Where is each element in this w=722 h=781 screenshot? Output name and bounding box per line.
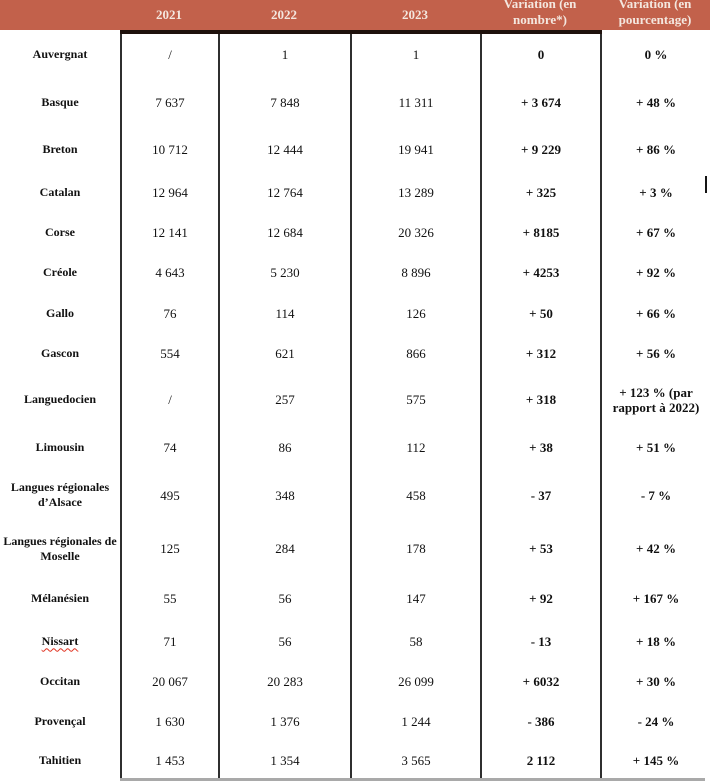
cell-variation-nombre: + 9 229	[480, 126, 600, 172]
cell-variation-pourcentage: + 123 % (par rapport à 2022)	[600, 373, 710, 426]
cell-variation-nombre: - 386	[480, 701, 600, 741]
row-label: Catalan	[39, 184, 81, 199]
cell-2022: 12 764	[218, 172, 350, 212]
cell-2022: 1 376	[218, 701, 350, 741]
table-row	[0, 373, 710, 426]
cell-2021: /	[120, 30, 218, 79]
row-label: Corse	[45, 224, 75, 239]
table-row	[0, 426, 710, 469]
table-row	[0, 172, 710, 212]
row-label: Tahitien	[38, 753, 82, 767]
row-label: Langues régionales de Moselle	[3, 533, 117, 563]
cell-2022: 12 684	[218, 212, 350, 252]
row-label: Auvergnat	[32, 47, 88, 61]
cell-variation-pourcentage: + 145 %	[600, 741, 710, 780]
cell-2023: 147	[350, 576, 480, 621]
cell-variation-nombre: + 3 674	[480, 79, 600, 126]
table-row	[0, 79, 710, 126]
cell-2021: 20 067	[120, 661, 218, 701]
cell-variation-nombre: + 92	[480, 576, 600, 621]
table-row	[0, 621, 710, 661]
row-label: Langues régionales d’Alsace	[10, 480, 110, 509]
cell-variation-pourcentage: + 167 %	[600, 576, 710, 621]
cell-variation-nombre: + 325	[480, 172, 600, 212]
table-row	[0, 661, 710, 701]
header-cell-variation-nombre: Variation (en nombre*)	[503, 0, 577, 27]
cell-2022: 1 354	[218, 741, 350, 780]
cell-2023: 8 896	[350, 252, 480, 293]
cell-variation-pourcentage: + 30 %	[600, 661, 710, 701]
cell-2021: 1 453	[120, 741, 218, 780]
cell-variation-pourcentage: 0 %	[600, 30, 710, 79]
header-cell-2021: 2021	[156, 7, 182, 22]
row-label: Gallo	[45, 305, 74, 320]
cell-2021: 495	[120, 469, 218, 521]
cell-2023: 19 941	[350, 126, 480, 172]
cell-2021: 55	[120, 576, 218, 621]
cell-2022: 621	[218, 333, 350, 373]
table-row	[0, 126, 710, 172]
cell-2023: 126	[350, 293, 480, 333]
cell-2021: 12 141	[120, 212, 218, 252]
table-row	[0, 576, 710, 621]
cell-2023: 458	[350, 469, 480, 521]
cell-variation-pourcentage: + 42 %	[600, 521, 710, 576]
cell-2023: 575	[350, 373, 480, 426]
cell-variation-pourcentage: - 24 %	[600, 701, 710, 741]
cell-2023: 13 289	[350, 172, 480, 212]
header-cell-empty	[0, 0, 120, 30]
table-row	[0, 293, 710, 333]
cell-2021: 71	[120, 621, 218, 661]
cell-2023: 20 326	[350, 212, 480, 252]
table-row	[0, 701, 710, 741]
table-row	[0, 469, 710, 521]
cell-variation-pourcentage: + 3 %	[600, 172, 710, 212]
cell-2021: 76	[120, 293, 218, 333]
cell-2021: 10 712	[120, 126, 218, 172]
row-label: Créole	[43, 265, 77, 279]
table-body	[0, 30, 710, 780]
table-header	[0, 0, 710, 30]
cell-variation-pourcentage: + 51 %	[600, 426, 710, 469]
cell-variation-nombre: - 37	[480, 469, 600, 521]
cell-2022: 348	[218, 469, 350, 521]
cell-variation-pourcentage: + 18 %	[600, 621, 710, 661]
cell-variation-pourcentage: + 86 %	[600, 126, 710, 172]
cell-variation-pourcentage: - 7 %	[600, 469, 710, 521]
cell-2023: 866	[350, 333, 480, 373]
cell-variation-pourcentage: + 56 %	[600, 333, 710, 373]
cell-2022: 114	[218, 293, 350, 333]
cell-variation-pourcentage: + 67 %	[600, 212, 710, 252]
cell-2021: 7 637	[120, 79, 218, 126]
table-row	[0, 333, 710, 373]
cell-2022: 56	[218, 576, 350, 621]
cell-variation-nombre: + 6032	[480, 661, 600, 701]
row-label: Nissart	[41, 633, 79, 648]
cell-2022: 257	[218, 373, 350, 426]
cell-2023: 1 244	[350, 701, 480, 741]
table-row	[0, 521, 710, 576]
cell-2022: 5 230	[218, 252, 350, 293]
table-row	[0, 741, 710, 780]
table-row	[0, 212, 710, 252]
cell-variation-nombre: + 4253	[480, 252, 600, 293]
cell-variation-nombre: 0	[480, 30, 600, 79]
header-dark-underline	[120, 30, 602, 34]
row-label: Occitan	[40, 673, 80, 688]
row-label: Gascon	[40, 345, 79, 360]
header-cell-2022: 2022	[271, 7, 297, 22]
cell-variation-nombre: + 38	[480, 426, 600, 469]
cell-2023: 3 565	[350, 741, 480, 780]
text-cursor	[705, 176, 707, 193]
row-label: Provençal	[34, 713, 86, 728]
cell-2021: 1 630	[120, 701, 218, 741]
table-row	[0, 30, 710, 79]
cell-2023: 1	[350, 30, 480, 79]
cell-variation-pourcentage: + 48 %	[600, 79, 710, 126]
cell-2022: 12 444	[218, 126, 350, 172]
row-label: Mélanésien	[31, 591, 89, 605]
cell-2021: /	[120, 373, 218, 426]
cell-2021: 125	[120, 521, 218, 576]
cell-variation-nombre: + 53	[480, 521, 600, 576]
cell-2022: 20 283	[218, 661, 350, 701]
cell-variation-nombre: - 13	[480, 621, 600, 661]
cell-2021: 12 964	[120, 172, 218, 212]
cell-2023: 58	[350, 621, 480, 661]
row-label: Breton	[42, 141, 78, 156]
cell-variation-pourcentage: + 92 %	[600, 252, 710, 293]
cell-2023: 178	[350, 521, 480, 576]
cell-2023: 112	[350, 426, 480, 469]
cell-2023: 26 099	[350, 661, 480, 701]
cell-variation-nombre: + 50	[480, 293, 600, 333]
row-label: Limousin	[35, 440, 85, 454]
table-row	[0, 252, 710, 293]
cell-2021: 74	[120, 426, 218, 469]
cell-2021: 4 643	[120, 252, 218, 293]
header-cell-2023: 2023	[402, 7, 428, 22]
cell-2021: 554	[120, 333, 218, 373]
cell-variation-nombre: + 312	[480, 333, 600, 373]
cell-2022: 7 848	[218, 79, 350, 126]
cell-variation-nombre: 2 112	[480, 741, 600, 780]
cell-variation-pourcentage: + 66 %	[600, 293, 710, 333]
header-cell-variation-pourcentage: Variation (en pourcentage)	[618, 0, 692, 27]
cell-2022: 86	[218, 426, 350, 469]
cell-variation-nombre: + 318	[480, 373, 600, 426]
cell-2022: 56	[218, 621, 350, 661]
cell-variation-nombre: + 8185	[480, 212, 600, 252]
cell-2022: 284	[218, 521, 350, 576]
cell-2022: 1	[218, 30, 350, 79]
cell-2023: 11 311	[350, 79, 480, 126]
row-label: Languedocien	[23, 392, 96, 406]
row-label: Basque	[41, 95, 79, 109]
